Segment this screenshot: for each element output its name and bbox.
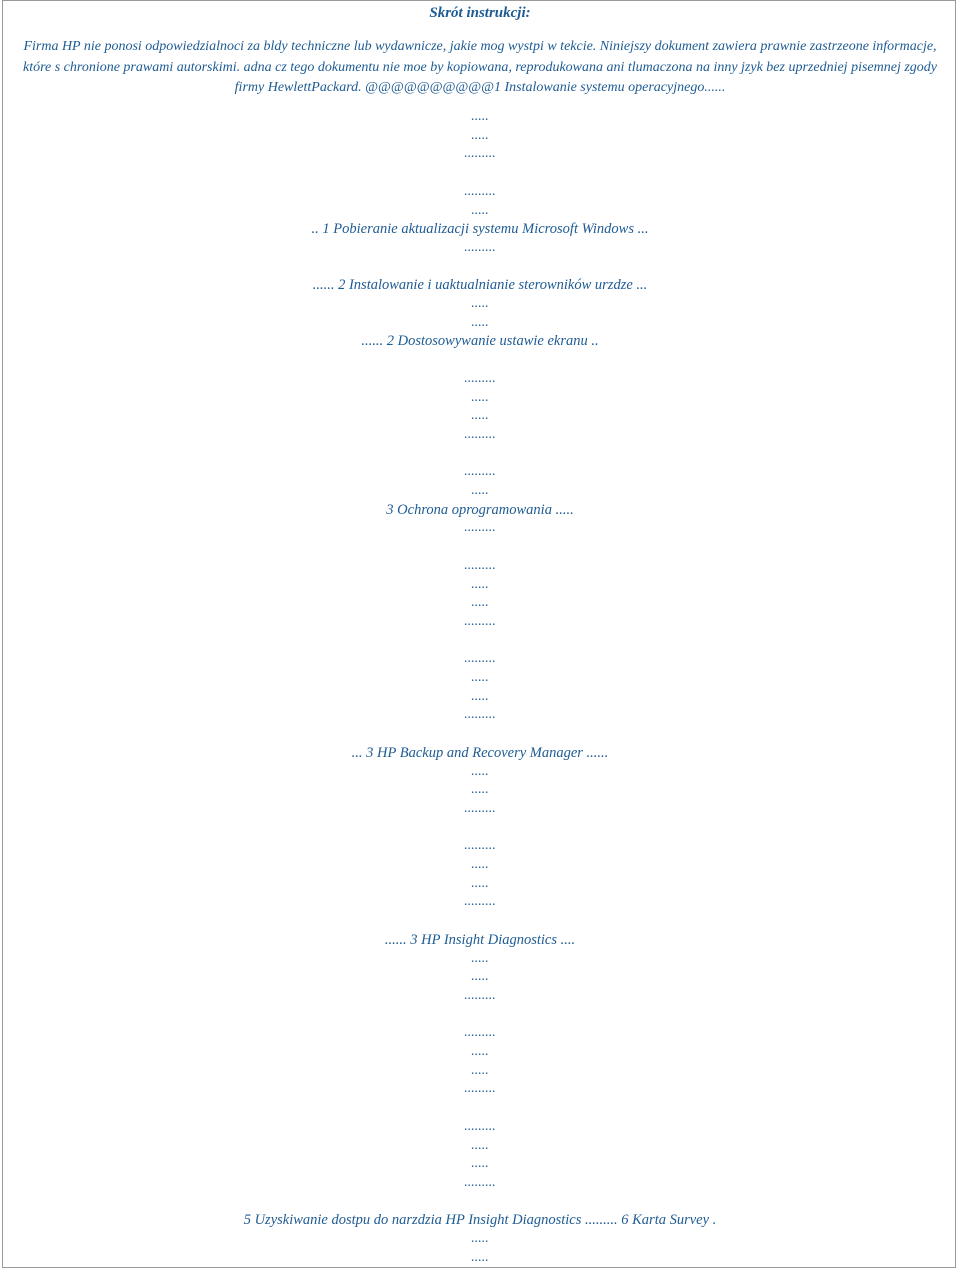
toc-leader-line: ......... xyxy=(464,987,496,1003)
toc-leader-line: ......... xyxy=(464,1025,496,1041)
toc-leader-line: ..... xyxy=(471,875,489,891)
toc-leader-line: ..... xyxy=(471,969,489,985)
toc-leader-line: ..... xyxy=(471,1156,489,1172)
toc-leader-line: ..... xyxy=(471,1137,489,1153)
document-intro: Firma HP nie ponosi odpowiedzialnoci za bldy techniczne lub wydawnicze, jakie mog wystpi w tekcie. Niniejszy dokument zawiera prawnie zastrzeone informacje, które s chronione prawami autorskimi. adna cz tego dokumentu nie moe by kopiowana, reprodukowana ani tlumaczona na inny jzyk bez uprzedniej pisemnej zgody firmy HewlettPackard. @@@@@@@@@@1 Instalowanie systemu operacyjnego...... xyxy=(22,39,938,95)
toc-leader-line: ..... xyxy=(471,109,489,124)
toc-leader-line: ......... xyxy=(464,613,496,629)
toc-leader-line: ......... xyxy=(464,1118,496,1134)
toc-leader-line: ......... xyxy=(464,800,496,816)
toc-leader-line: ..... xyxy=(471,202,489,218)
toc-entry: .. 1 Pobieranie aktualizacji systemu Microsoft Windows ... xyxy=(311,221,649,238)
toc-leader-line: ..... xyxy=(471,1249,489,1265)
toc-entry: ...... 2 Dostosowywanie ustawie ekranu .. xyxy=(361,333,599,350)
toc-leader-line: ..... xyxy=(471,1231,489,1246)
toc-leader-line: ..... xyxy=(471,296,489,311)
toc-leader-line: ..... xyxy=(471,314,489,330)
toc-leader-line: ..... xyxy=(471,782,489,798)
toc-leader-line: ......... xyxy=(464,1081,496,1097)
toc-leader-line: ..... xyxy=(471,483,489,498)
toc-entry: 5 Uzyskiwanie dostpu do narzdzia HP Insight Diagnostics ......... 6 Karta Survey . xyxy=(243,1212,717,1229)
toc-leader-line: ..... xyxy=(471,1044,489,1059)
toc-leader-line: ......... xyxy=(464,183,496,199)
toc-leader-line: ..... xyxy=(471,389,489,405)
toc-leader-line: ..... xyxy=(471,595,489,611)
toc-leader-line: ......... xyxy=(464,239,496,255)
toc-leader-line: ..... xyxy=(471,950,489,966)
toc-leader-line: ..... xyxy=(471,1062,489,1078)
toc-leader-line: ......... xyxy=(464,1174,496,1190)
toc-leader-line: ......... xyxy=(464,838,496,854)
toc-leader-line: ......... xyxy=(464,464,496,480)
toc-leader-line: ......... xyxy=(464,146,496,162)
toc-leader-line: ......... xyxy=(464,426,496,442)
toc-leader-line: ......... xyxy=(464,707,496,723)
toc-entry: 3 Ochrona oprogramowania ..... xyxy=(386,501,574,518)
toc-entry: ...... 2 Instalowanie i uaktualnianie sterowników urzdze ... xyxy=(312,277,648,294)
toc-leader-line: ..... xyxy=(471,688,489,704)
toc-leader-line: ..... xyxy=(471,763,489,779)
toc-entry: ...... 3 HP Insight Diagnostics .... xyxy=(384,931,576,948)
document-title: Skrót instrukcji: xyxy=(429,5,531,21)
toc-leader-line: ..... xyxy=(471,670,489,685)
toc-leader-line: ......... xyxy=(464,651,496,667)
toc-leader-line: ......... xyxy=(464,557,496,573)
toc-leader-line: ......... xyxy=(464,894,496,910)
toc-leader-line: ......... xyxy=(464,520,496,536)
toc-leader-line: ..... xyxy=(471,576,489,592)
toc-leader-line: ..... xyxy=(471,857,489,872)
toc-leader-line: ......... xyxy=(464,370,496,386)
toc-leader-line: ..... xyxy=(471,127,489,143)
toc-entry: ... 3 HP Backup and Recovery Manager ...... xyxy=(351,744,609,761)
toc-leader-line: ..... xyxy=(471,408,489,424)
